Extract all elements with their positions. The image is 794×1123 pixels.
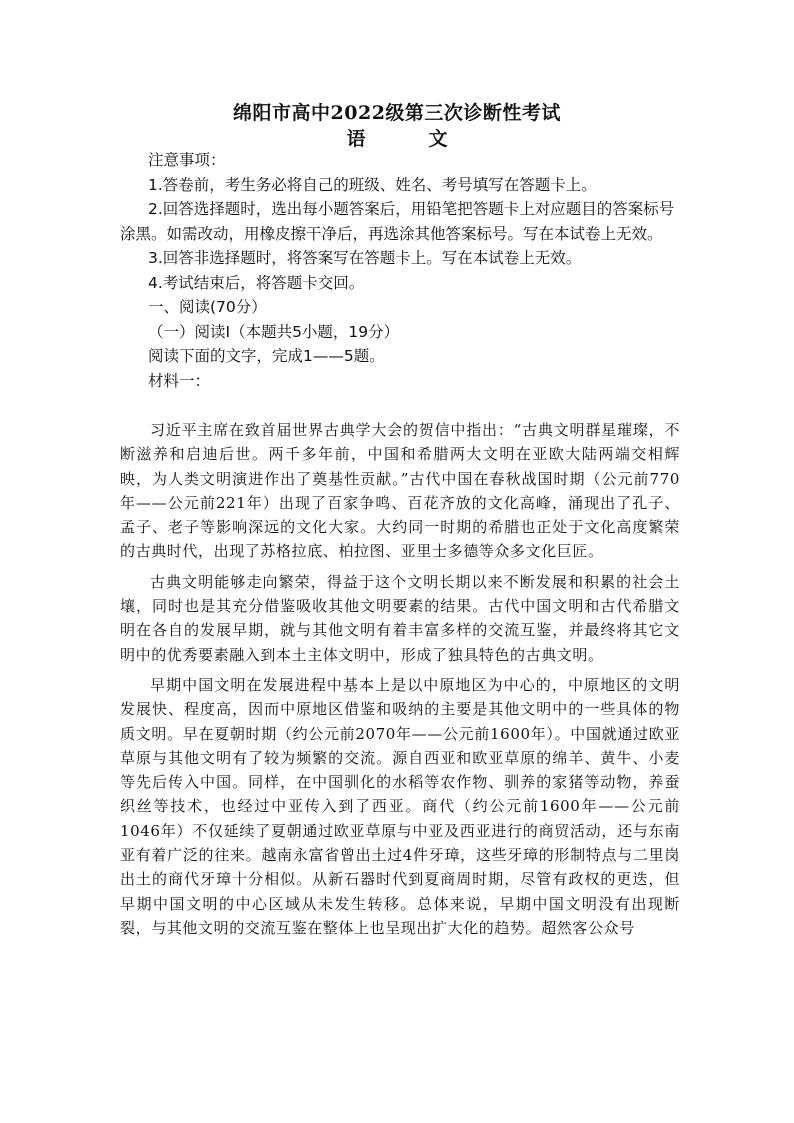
instruction-item: 2.回答选择题时，选出每小题答案后，用铅笔把答题卡上对应题目的答案标号涂黑。如需改动，用橡皮擦干净后，再选涂其他答案标号。写在本试卷上无效。 (120, 200, 675, 243)
material-label: 材料一： (148, 371, 211, 390)
instruction-item: 3.回答非选择题时，将答案写在答题卡上。写在本试卷上无效。 (148, 249, 582, 267)
exam-title: 绵阳市高中2022级第三次诊断性考试 (233, 102, 561, 124)
material-one-text (120, 418, 680, 940)
section-heading: 一、阅读(70分） (148, 298, 267, 316)
subsection-heading: （一）阅读Ⅰ（本题共5小题，19分） (148, 322, 400, 341)
subject-title: 语 文 (346, 128, 470, 150)
material-paragraph: 早期中国文明在发展进程中基本上是以中原地区为中心的，中原地区的文明发展快、程度高，因而中原地区借鉴和吸纳的主要是其他文明中的一些具体的物质文明。早在夏朝时期（约公元前2070年——公元前1600年）。中国就通过欧亚草原与其他文明有了较为频繁的交流。源自西亚和欧亚草原的绵羊、黄牛、小麦等先后传入中国。同样，在中国驯化的水稻等农作物、驯养的家猪等动物，养蚕织丝等技术，也经过中亚传入到了西亚。商代（约公元前1600年——公元前1046年）不仅延续了夏朝通过欧亚草原与中亚及西亚进行的商贸活动，还与东南亚有着广泛的往来。越南永富省曾出土过4件牙璋，这些牙璋的形制特点与二里岗出土的商代牙璋十分相似。从新石器时代到夏商周时期，尽管有政权的更迭，但早期中国文明的中心区域从未发生转移。总体来说，早期中国文明没有出现断裂，与其他文明的交流互鉴在整体上也呈现出扩大化的趋势。超然客公众号 (120, 675, 680, 937)
material-paragraph: 古典文明能够走向繁荣，得益于这个文明长期以来不断发展和积累的社会土壤，同时也是其充分借鉴吸收其他文明要素的结果。古代中国文明和古代希腊文明在各自的发展早期，就与其他文明有着丰富多样的交流互鉴，并最终将其它文明中的优秀要素融入到本土主体文明中，形成了独具特色的古典文明。 (120, 572, 680, 664)
instruction-item: 4.考试结束后，将答题卡交回。 (148, 273, 365, 292)
material-paragraph: 习近平主席在致首届世界古典学大会的贺信中指出：“古典文明群星璀璨，不断滋养和启迪后世。两千多年前，中国和希腊两大文明在亚欧大陆两端交相辉映，为人类文明演进作出了奠基性贡献。”古代中国在春秋战国时期（公元前770年——公元前221年）出现了百家争鸣、百花齐放的文化高峰，涌现出了孔子、孟子、老子等影响深远的文化大家。大约同一时期的希腊也正处于文化高度繁荣的古典时代，出现了苏格拉底、柏拉图、亚里士多德等众多文化巨匠。 (120, 421, 680, 561)
instruction-item: 1.答卷前，考生务必将自己的班级、姓名、考号填写在答题卡上。 (148, 175, 597, 194)
instructions-heading: 注意事项： (148, 151, 226, 169)
reading-directive: 阅读下面的文字，完成1——5题。 (148, 347, 385, 365)
instructions-block (120, 148, 680, 393)
